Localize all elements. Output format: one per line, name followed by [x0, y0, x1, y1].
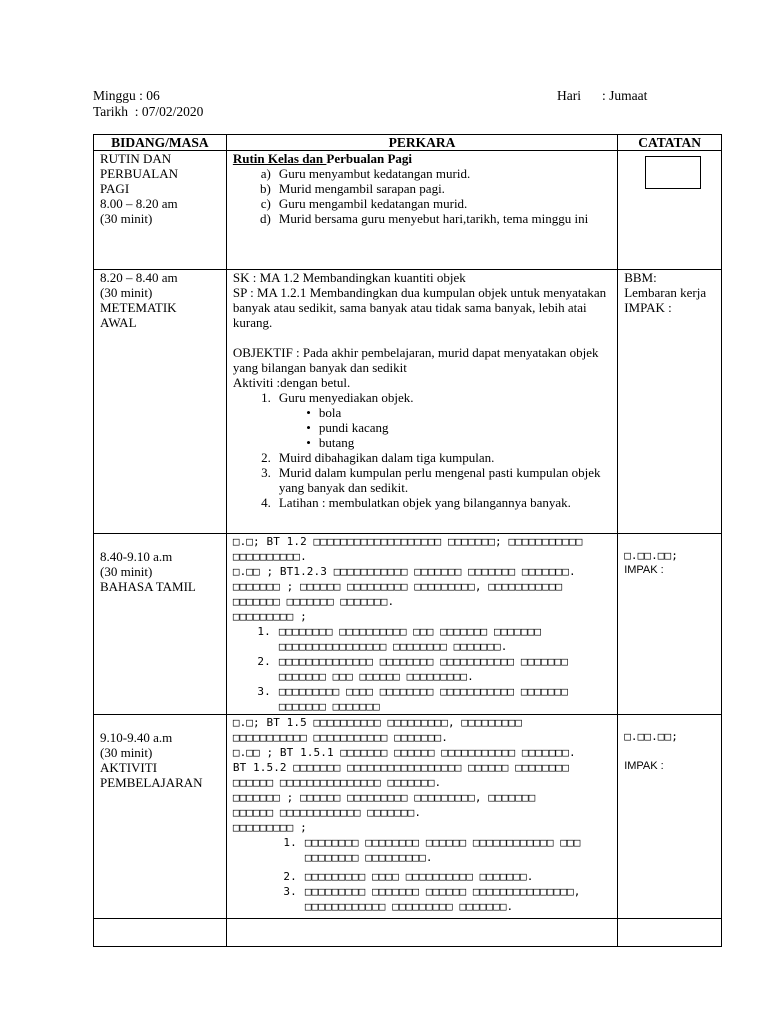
list-marker: 3. [283, 885, 297, 898]
tamil-line: □□□□□□□□□ ; [232, 610, 307, 623]
perkara-cell [226, 270, 617, 534]
catatan-line: □.□□.□□; [624, 730, 678, 743]
bullet-marker: • [306, 420, 311, 435]
masa-cell [94, 534, 227, 715]
list-item [259, 884, 617, 914]
table-row [94, 715, 722, 919]
list-marker: 2. [261, 450, 271, 465]
list-marker: 2. [257, 655, 271, 668]
lesson-plan-table [93, 134, 722, 947]
perkara-cell [226, 534, 617, 715]
rutin-title-underlined: Rutin Kelas dan [232, 151, 327, 166]
masa-cell [94, 151, 227, 270]
catatan-cell [618, 715, 722, 919]
tamil-line: □□□□□□□ ; □□□□□□ □□□□□□□□□ □□□□□□□□□, □□□□□□□ [232, 791, 536, 804]
masa-line: 9.10-9.40 a.m [100, 730, 173, 745]
hari-value: : Jumaat [602, 88, 648, 103]
catatan-cell [618, 919, 722, 947]
bullet-item [233, 435, 617, 450]
tamil-line: □□□□□□□□□□□ □□□□□□□□□□□ □□□□□□□. [232, 731, 448, 744]
list-item [233, 654, 617, 684]
perkara-cell [226, 151, 617, 270]
catatan-line: Lembaran kerja [624, 285, 707, 300]
list-text: Murid bersama guru menyebut hari,tarikh, tema minggu ini [278, 211, 589, 226]
bullet-item [233, 405, 617, 420]
tamil-line: □.□□ ; BT 1.5.1 □□□□□□□ □□□□□□ □□□□□□□□□□□ □□□□□□□. [232, 746, 576, 759]
spacer [233, 330, 617, 345]
list-text: Murid mengambil sarapan pagi. [278, 181, 445, 196]
tamil-line: □□□□□□□ ; □□□□□□ □□□□□□□□□ □□□□□□□□□, □□□□□□□□□□□ [232, 580, 563, 593]
list-marker: b) [260, 181, 271, 196]
catatan-cell [618, 151, 722, 270]
tamil-line: □□□□□□□ □□□□□□□ □□□□□□□. [232, 595, 395, 608]
header-bidang-masa: BIDANG/MASA [94, 135, 227, 151]
tamil-line: □.□□ ; BT1.2.3 □□□□□□□□□□□ □□□□□□□ □□□□□□□ □□□□□□□. [232, 565, 576, 578]
masa-cell [94, 715, 227, 919]
tamil-line: □□□□□□ □□□□□□□□□□□□ □□□□□□□. [232, 806, 422, 819]
list-text: □□□□□□□□□ □□□□ □□□□□□□□ □□□□□□□□□□□ □□□□□□□ □□□□□□□ □□□□□□□ [278, 685, 568, 713]
empty-box [645, 156, 701, 189]
masa-line: 8.20 – 8.40 am [100, 270, 178, 285]
list-item [233, 495, 617, 510]
list-marker: 1. [283, 836, 297, 849]
list-item [233, 166, 617, 181]
list-text: Guru menyambut kedatangan murid. [278, 166, 471, 181]
list-item [233, 390, 617, 405]
masa-line: 8.40-9.10 a.m [100, 549, 173, 564]
bullet-text: pundi kacang [318, 420, 389, 435]
list-item [233, 465, 617, 495]
masa-line: 8.00 – 8.20 am [100, 196, 178, 211]
sk-text: SK : MA 1.2 Membandingkan kuantiti objek [232, 270, 466, 285]
catatan-line: □.□□.□□; [624, 549, 678, 562]
list-text: □□□□□□□□ □□□□□□□□□□ □□□ □□□□□□□ □□□□□□□ □□□□□□□□□□□□□□□□ □□□□□□□□ □□□□□□□. [278, 625, 542, 653]
header-catatan: CATATAN [618, 135, 722, 151]
masa-line: (30 minit) [100, 564, 153, 579]
masa-line: PAGI [100, 181, 130, 196]
table-header-row [94, 135, 722, 151]
header-perkara: PERKARA [226, 135, 617, 151]
bullet-text: bola [318, 405, 342, 420]
tamil-line: □□□□□□□□□□. [232, 550, 307, 563]
rutin-title [233, 151, 617, 166]
list-marker: 1. [257, 625, 271, 638]
list-marker: 3. [261, 465, 271, 480]
sp-text: SP : MA 1.2.1 Membandingkan dua kumpulan objek untuk menyatakan banyak atau sedikit, sama banyak atau tidak sama banyak, lebih atai kurang. [232, 285, 607, 330]
rutin-title-rest: Perbualan Pagi [326, 151, 413, 166]
list-item [233, 624, 617, 654]
bullet-text: butang [318, 435, 355, 450]
tamil-line: □□□□□□ □□□□□□□□□□□□□□□ □□□□□□□. [232, 776, 442, 789]
impak-label: IMPAK : [624, 760, 664, 772]
aktiviti-text: Aktiviti :dengan betul. [232, 375, 351, 390]
perkara-cell [226, 919, 617, 947]
list-item [259, 835, 617, 865]
list-item [233, 196, 617, 211]
tamil-line: □.□; BT 1.5 □□□□□□□□□□ □□□□□□□□□, □□□□□□□□□ [232, 716, 522, 729]
list-text: □□□□□□□□□ □□□□ □□□□□□□□□□ □□□□□□□. [304, 870, 534, 883]
objektif-text: OBJEKTIF : Pada akhir pembelajaran, murid dapat menyatakan objek yang bilangan banyak dan sedikit [232, 345, 599, 375]
spacer [624, 744, 721, 759]
tamil-line: □□□□□□□□□ ; [232, 821, 307, 834]
list-item [233, 211, 617, 226]
bullet-item [233, 420, 617, 435]
list-item [259, 869, 617, 884]
list-item [233, 684, 617, 714]
list-text: □□□□□□□□ □□□□□□□□ □□□□□□ □□□□□□□□□□□□ □□□ □□□□□□□□ □□□□□□□□□. [304, 836, 581, 864]
masa-line: METEMATIK [100, 300, 177, 315]
table-row [94, 534, 722, 715]
list-marker: a) [260, 166, 271, 181]
list-text: □□□□□□□□□□□□□□ □□□□□□□□ □□□□□□□□□□□ □□□□□□□ □□□□□□□ □□□ □□□□□□ □□□□□□□□□. [278, 655, 568, 683]
tamil-line: □.□; BT 1.2 □□□□□□□□□□□□□□□□□□□ □□□□□□□; □□□□□□□□□□□ [232, 535, 583, 548]
masa-line: (30 minit) [100, 211, 153, 226]
tarikh-label: Tarikh : 07/02/2020 [93, 104, 204, 119]
catatan-cell [618, 534, 722, 715]
list-marker: 1. [261, 390, 271, 405]
masa-line: PERBUALAN [100, 166, 179, 181]
masa-line: (30 minit) [100, 745, 153, 760]
masa-line: RUTIN DAN [100, 151, 172, 166]
masa-line: AWAL [100, 315, 137, 330]
masa-line: BAHASA TAMIL [100, 579, 196, 594]
list-text: Murid dalam kumpulan perlu mengenal pasti kumpulan objek yang banyak dan sedikit. [278, 465, 601, 495]
catatan-line: BBM: [624, 270, 657, 285]
list-text: Latihan : membulatkan objek yang bilangannya banyak. [278, 495, 571, 510]
catatan-line: IMPAK : [624, 300, 672, 315]
list-text: Guru mengambil kedatangan murid. [278, 196, 468, 211]
list-text: Guru menyediakan objek. [278, 390, 414, 405]
list-marker: d) [260, 211, 271, 226]
hari-label: Hari [557, 88, 581, 103]
list-text: Muird dibahagikan dalam tiga kumpulan. [278, 450, 495, 465]
minggu-label: Minggu : 06 [93, 88, 160, 103]
list-marker: c) [260, 196, 271, 211]
masa-line: PEMBELAJARAN [100, 775, 203, 790]
masa-line: (30 minit) [100, 285, 153, 300]
table-row [94, 919, 722, 947]
masa-cell [94, 919, 227, 947]
tamil-line: BT 1.5.2 □□□□□□□ □□□□□□□□□□□□□□□□□ □□□□□□ □□□□□□□□ [232, 761, 569, 774]
table-row [94, 151, 722, 270]
list-item [233, 450, 617, 465]
list-marker: 3. [257, 685, 271, 698]
list-marker: 4. [261, 495, 271, 510]
list-marker: 2. [283, 870, 297, 883]
list-item [233, 181, 617, 196]
masa-cell [94, 270, 227, 534]
table-row [94, 270, 722, 534]
masa-line: AKTIVITI [100, 760, 158, 775]
catatan-cell [618, 270, 722, 534]
bullet-marker: • [306, 405, 311, 420]
bullet-marker: • [306, 435, 311, 450]
impak-label: IMPAK : [624, 564, 664, 576]
list-text: □□□□□□□□□ □□□□□□□ □□□□□□ □□□□□□□□□□□□□□□, □□□□□□□□□□□□ □□□□□□□□□ □□□□□□□. [304, 885, 581, 913]
perkara-cell [226, 715, 617, 919]
